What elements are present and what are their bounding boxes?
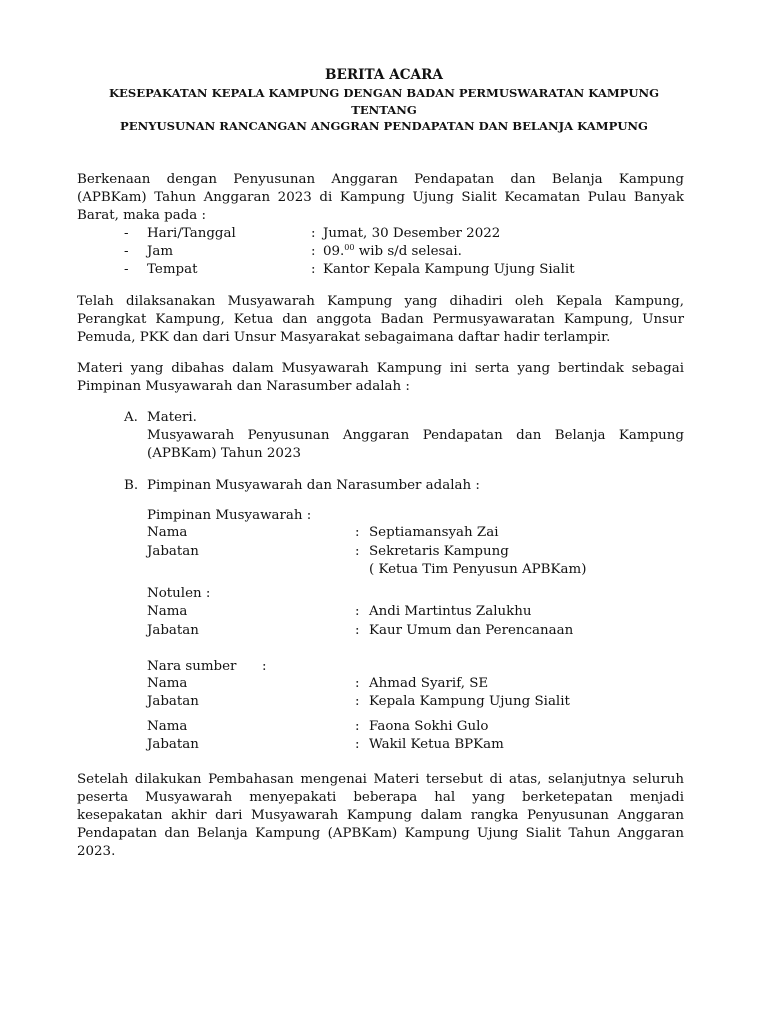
field-separator: :	[355, 623, 360, 638]
field-separator: :	[355, 544, 360, 559]
notulen-heading: Notulen :	[147, 586, 211, 601]
document-subtitle-tentang: TENTANG	[351, 103, 417, 117]
section-b-marker: B.	[124, 478, 139, 493]
schedule-separator: :	[311, 262, 316, 277]
field-separator: :	[355, 525, 360, 540]
field-label: Nama	[147, 604, 188, 619]
field-separator: :	[355, 604, 360, 619]
field-label: Nama	[147, 719, 188, 734]
field-value: Septiamansyah Zai	[369, 525, 499, 540]
schedule-separator: :	[311, 226, 316, 241]
schedule-value: Jumat, 30 Desember 2022	[323, 226, 501, 241]
section-b-heading: Pimpinan Musyawarah dan Narasumber adalah :	[147, 478, 480, 493]
field-label: Nama	[147, 676, 188, 691]
document-subtitle: KESEPAKATAN KEPALA KAMPUNG DENGAN BADAN PERMUSWARATAN KAMPUNG	[108, 86, 659, 100]
paragraph-material-line: Materi yang dibahas dalam Musyawarah Kampung ini serta yang bertindak sebagai	[77, 361, 684, 376]
field-separator: :	[355, 694, 360, 709]
field-separator: :	[355, 719, 360, 734]
document-subtitle-topic: PENYUSUNAN RANCANGAN ANGGRAN PENDAPATAN DAN BELANJA KAMPUNG	[120, 119, 648, 133]
schedule-label: Hari/Tanggal	[147, 226, 236, 241]
field-separator: :	[355, 676, 360, 691]
paragraph-attendance-line: Telah dilaksanakan Musyawarah Kampung yang dihadiri oleh Kepala Kampung,	[77, 294, 684, 309]
closing-line: peserta Musyawarah menyepakati beberapa hal yang berketepatan menjadi	[77, 790, 684, 805]
narasumber-heading-separator: :	[262, 659, 267, 674]
schedule-value: Kantor Kepala Kampung Ujung Sialit	[323, 262, 575, 277]
closing-line: Setelah dilakukan Pembahasan mengenai Materi tersebut di atas, selanjutnya seluruh	[77, 772, 684, 787]
intro-line: Berkenaan dengan Penyusunan Anggaran Pendapatan dan Belanja Kampung	[77, 172, 684, 187]
time-hour: 09.	[323, 244, 345, 259]
field-value: Faona Sokhi Gulo	[369, 719, 489, 734]
paragraph-attendance-line: Perangkat Kampung, Ketua dan anggota Badan Permusyawaratan Kampung, Unsur	[77, 312, 684, 327]
intro-line: Barat, maka pada :	[77, 208, 207, 223]
closing-line: kesepakatan akhir dari Musyawarah Kampung dalam rangka Penyusunan Anggaran	[77, 808, 684, 823]
schedule-label: Tempat	[147, 262, 198, 277]
field-value-extra: ( Ketua Tim Penyusun APBKam)	[369, 562, 587, 577]
section-a-marker: A.	[124, 410, 138, 425]
field-label: Nama	[147, 525, 188, 540]
field-separator: :	[355, 737, 360, 752]
list-bullet: -	[124, 244, 129, 259]
field-label: Jabatan	[147, 694, 199, 709]
closing-line: Pendapatan dan Belanja Kampung (APBKam) Kampung Ujung Sialit Tahun Anggaran	[77, 826, 684, 841]
field-value: Wakil Ketua BPKam	[369, 737, 504, 752]
schedule-value	[323, 243, 462, 261]
field-label: Jabatan	[147, 544, 199, 559]
field-value: Andi Martintus Zalukhu	[369, 604, 532, 619]
schedule-separator: :	[311, 244, 316, 259]
section-a-heading: Materi.	[147, 410, 197, 425]
section-a-line: (APBKam) Tahun 2023	[147, 446, 301, 461]
field-label: Jabatan	[147, 737, 199, 752]
field-value: Kaur Umum dan Perencanaan	[369, 623, 574, 638]
field-value: Ahmad Syarif, SE	[369, 676, 489, 691]
list-bullet: -	[124, 226, 129, 241]
paragraph-attendance-line: Pemuda, PKK dan dari Unsur Masyarakat sebagaimana daftar hadir terlampir.	[77, 330, 611, 345]
section-a-line: Musyawarah Penyusunan Anggaran Pendapatan dan Belanja Kampung	[147, 428, 684, 443]
pimpinan-heading: Pimpinan Musyawarah :	[147, 508, 312, 523]
narasumber-heading: Nara sumber	[147, 659, 237, 674]
intro-line: (APBKam) Tahun Anggaran 2023 di Kampung Ujung Sialit Kecamatan Pulau Banyak	[77, 190, 684, 205]
field-value: Kepala Kampung Ujung Sialit	[369, 694, 570, 709]
schedule-label: Jam	[147, 244, 174, 259]
paragraph-material-line: Pimpinan Musyawarah dan Narasumber adalah :	[77, 379, 410, 394]
document-title: BERITA ACARA	[325, 67, 443, 83]
field-label: Jabatan	[147, 623, 199, 638]
closing-line: 2023.	[77, 844, 116, 859]
list-bullet: -	[124, 262, 129, 277]
time-minutes: 00	[344, 243, 355, 252]
time-rest: wib s/d selesai.	[354, 244, 462, 259]
field-value: Sekretaris Kampung	[369, 544, 509, 559]
